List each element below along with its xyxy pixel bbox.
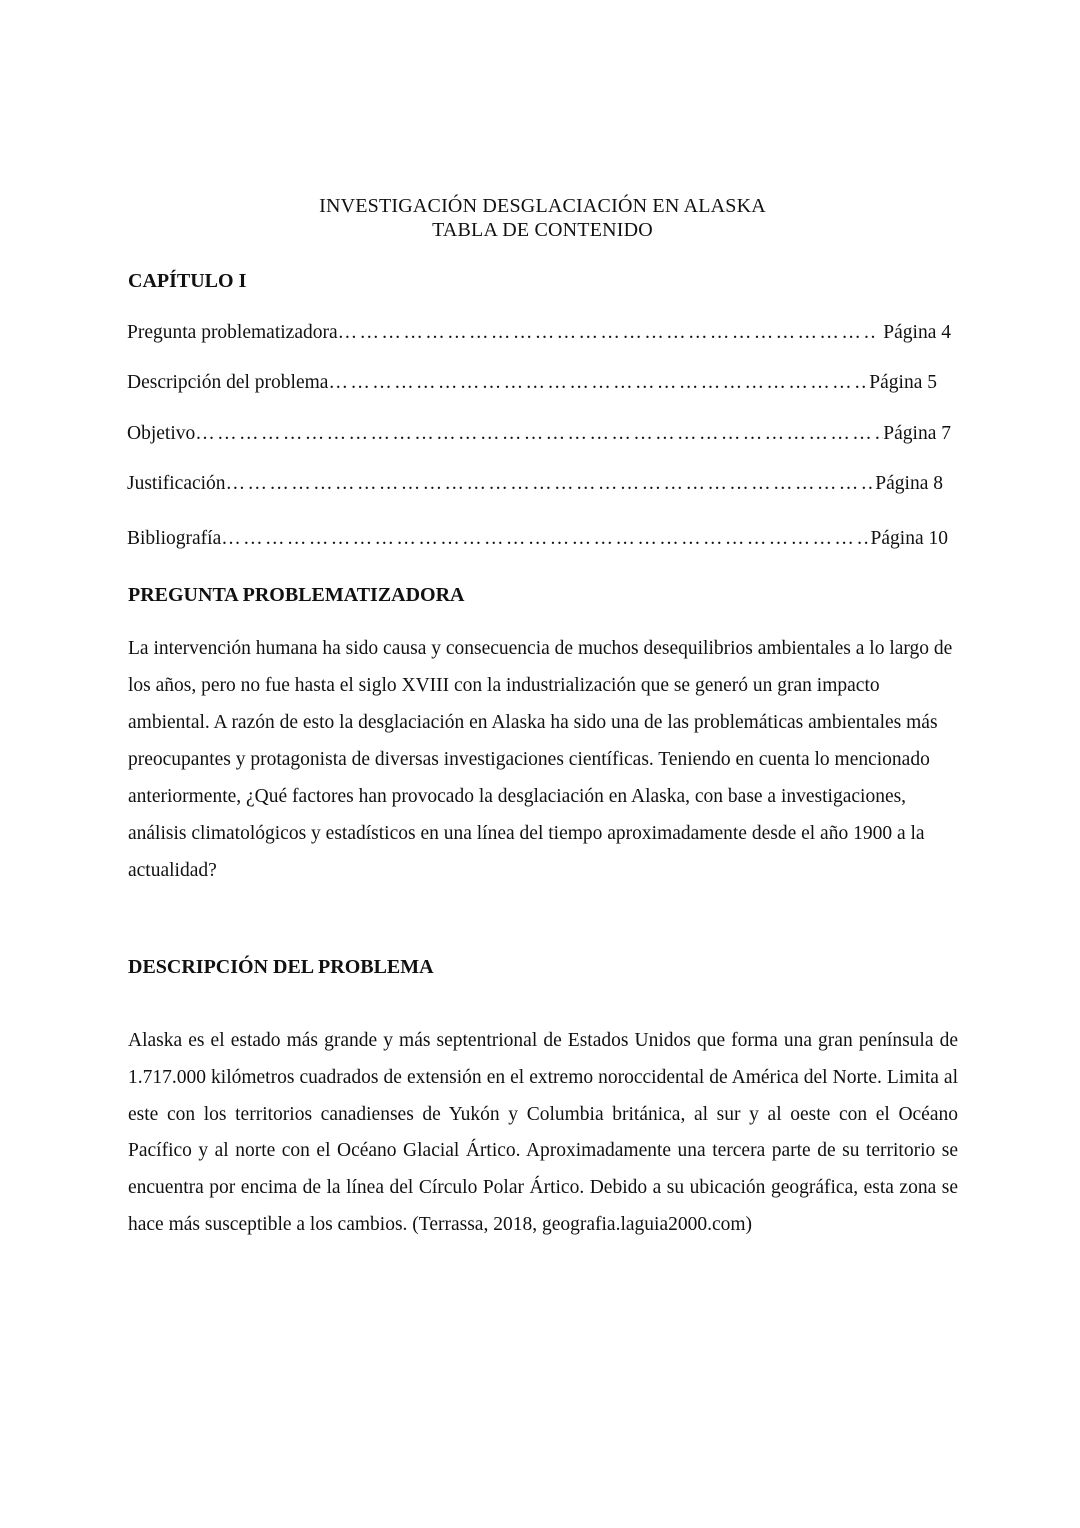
toc-entry-justificacion xyxy=(127,472,943,496)
toc-entry-page: Página 8 xyxy=(875,473,943,494)
toc-entry-page: Página 10 xyxy=(870,528,948,549)
toc-entry-descripcion xyxy=(127,371,937,395)
toc-entry-pregunta xyxy=(127,321,951,345)
chapter-heading: CAPÍTULO I xyxy=(128,270,247,292)
section-heading-descripcion: DESCRIPCIÓN DEL PROBLEMA xyxy=(128,956,434,978)
toc-leader-dots xyxy=(195,422,883,446)
toc-entry-label: Descripción del problema xyxy=(127,372,329,393)
toc-entry-bibliografia xyxy=(127,527,948,551)
toc-leader-dots xyxy=(338,321,878,345)
toc-entry-page: Página 7 xyxy=(883,423,951,444)
toc-entry-label: Justificación xyxy=(127,473,226,494)
section-heading-pregunta: PREGUNTA PROBLEMATIZADORA xyxy=(128,584,465,606)
document-title: INVESTIGACIÓN DESGLACIACIÓN EN ALASKA xyxy=(319,195,766,217)
toc-entry-page: Página 5 xyxy=(869,372,937,393)
toc-entry-objetivo xyxy=(127,422,951,446)
toc-leader-dots xyxy=(221,527,870,551)
toc-leader-dots xyxy=(328,371,869,395)
section-body-descripcion: Alaska es el estado más grande y más septentrional de Estados Unidos que forma una gran península de 1.717.000 kilómetros cuadrados de extensión en el extremo noroccidental de América del Norte. Limita al este con los territorios canadienses de Yukón y Columbia británica, al sur y al oeste con el Océano Pacífico y al norte con el Océano Glacial Ártico. Aproximadamente una tercera parte de su territorio se encuentra por encima de la línea del Círculo Polar Ártico. Debido a su ubicación geográfica, esta zona se hace más susceptible a los cambios. (Terrassa, 2018, geografia.laguia2000.com) xyxy=(128,1030,958,1235)
toc-entry-label: Bibliografía xyxy=(127,528,222,549)
toc-entry-label: Objetivo xyxy=(127,423,196,444)
toc-entry-label: Pregunta problematizadora xyxy=(127,322,338,343)
toc-leader-dots xyxy=(226,472,876,496)
section-body-pregunta: La intervención humana ha sido causa y consecuencia de muchos desequilibrios ambientales a lo largo de los años, pero no fue hasta el siglo XVIII con la industrialización que se generó un gran impacto ambiental. A razón de esto la desglaciación en Alaska ha sido una de las problemáticas ambientales más preocupantes y protagonista de diversas investigaciones científicas. Teniendo en cuenta lo mencionado anteriormente, ¿Qué factores han provocado la desglaciación en Alaska, con base a investigaciones, análisis climatológicos y estadísticos en una línea del tiempo aproximadamente desde el año 1900 a la actualidad? xyxy=(128,638,953,881)
toc-entry-page: Página 4 xyxy=(883,322,951,343)
toc-title: TABLA DE CONTENIDO xyxy=(432,219,653,241)
